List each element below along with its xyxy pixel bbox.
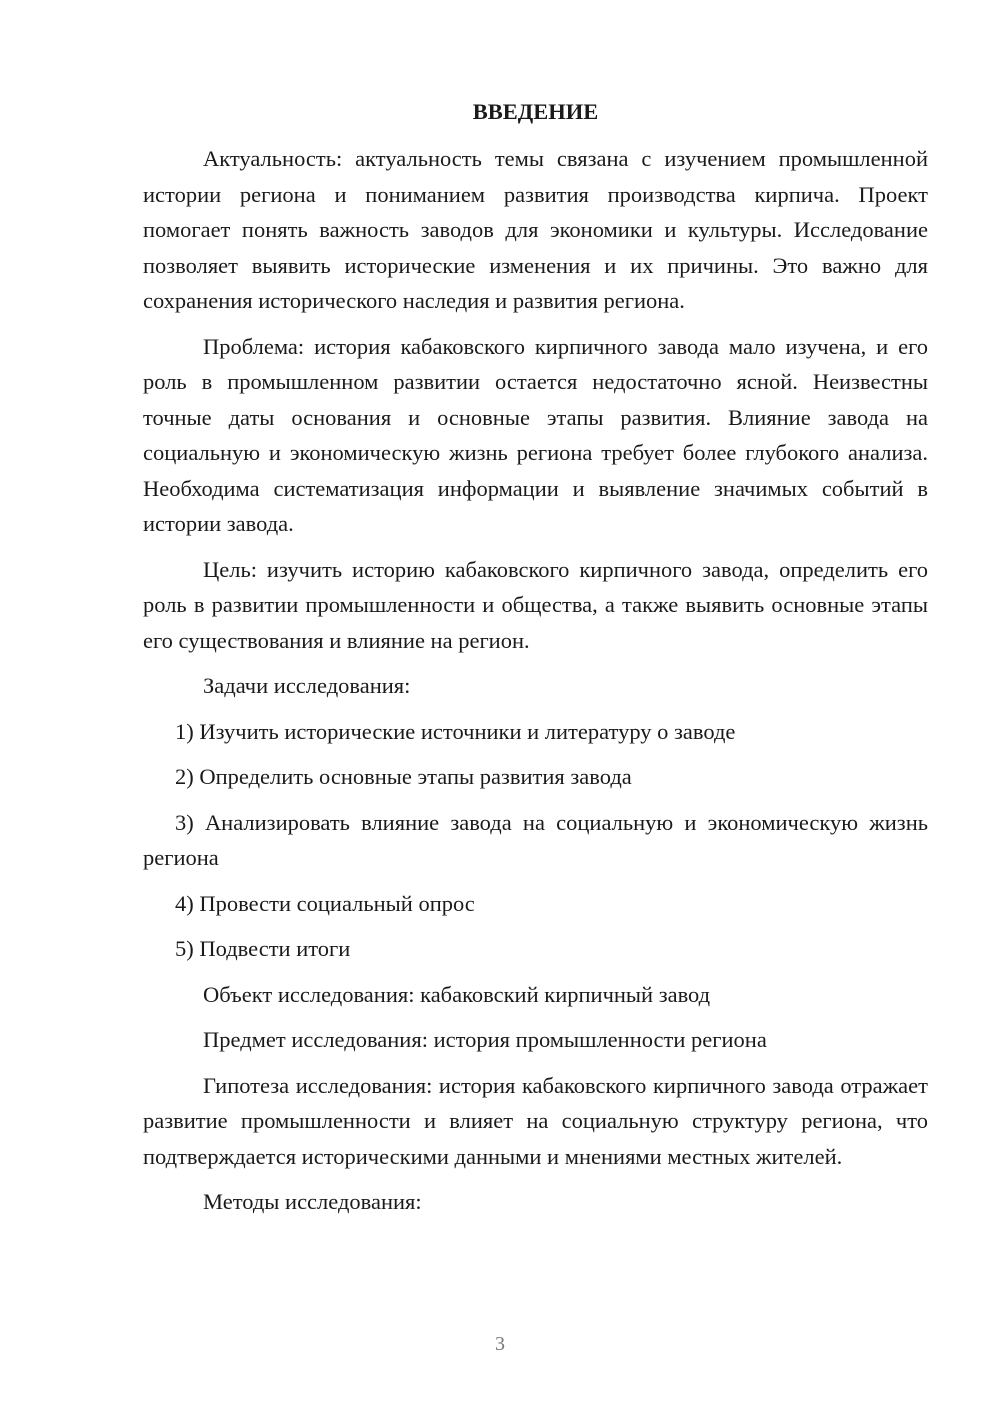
- document-page: [143, 94, 928, 1230]
- page-number: 3: [495, 1333, 505, 1355]
- list-item: 4) Провести социальный опрос: [175, 890, 475, 916]
- paragraph-object: Объект исследования: кабаковский кирпичный завод: [203, 981, 711, 1007]
- paragraph-goal: Цель: изучить историю кабаковского кирпичного завода, определить его роль в развитии промышленности и общества, а также выявить основные этапы его существования и влияние на регион.: [143, 556, 928, 653]
- tasks-heading: Задачи исследования:: [203, 673, 411, 698]
- paragraph-hypothesis: Гипотеза исследования: история кабаковского кирпичного завода отражает развитие промышленности и влияет на социальную структуру региона, что подтверждается историческими данными и мнениями местных жителей.: [143, 1072, 928, 1169]
- methods-heading: Методы исследования:: [203, 1189, 422, 1214]
- paragraph-relevance: Актуальность: актуальность темы связана с изучением промышленной истории региона и пониманием развития производства кирпича. Проект помогает понять важность заводов для экономики и культуры. Исследование позволяет выявить исторические изменения и их причины. Это важно для сохранения исторического наследия и развития региона.: [143, 146, 928, 313]
- list-item: 3) Анализировать влияние завода на социальную и экономическую жизнь региона: [143, 809, 928, 870]
- list-item: 2) Определить основные этапы развития завода: [175, 764, 632, 789]
- list-item: 1) Изучить исторические источники и литературу о заводе: [175, 718, 736, 744]
- list-item: 5) Подвести итоги: [175, 936, 351, 961]
- tasks-list: [143, 714, 928, 967]
- page-title: ВВЕДЕНИЕ: [472, 99, 599, 124]
- paragraph-problem: Проблема: история кабаковского кирпичного завода мало изучена, и его роль в промышленном развитии остается недостаточно ясной. Неизвестны точные даты основания и основные этапы развития. Влияние завода на социальную и экономическую жизнь региона требует более глубокого анализа. Необходима систематизация информации и выявление значимых событий в истории завода.: [143, 333, 928, 536]
- paragraph-subject: Предмет исследования: история промышленности региона: [203, 1027, 767, 1052]
